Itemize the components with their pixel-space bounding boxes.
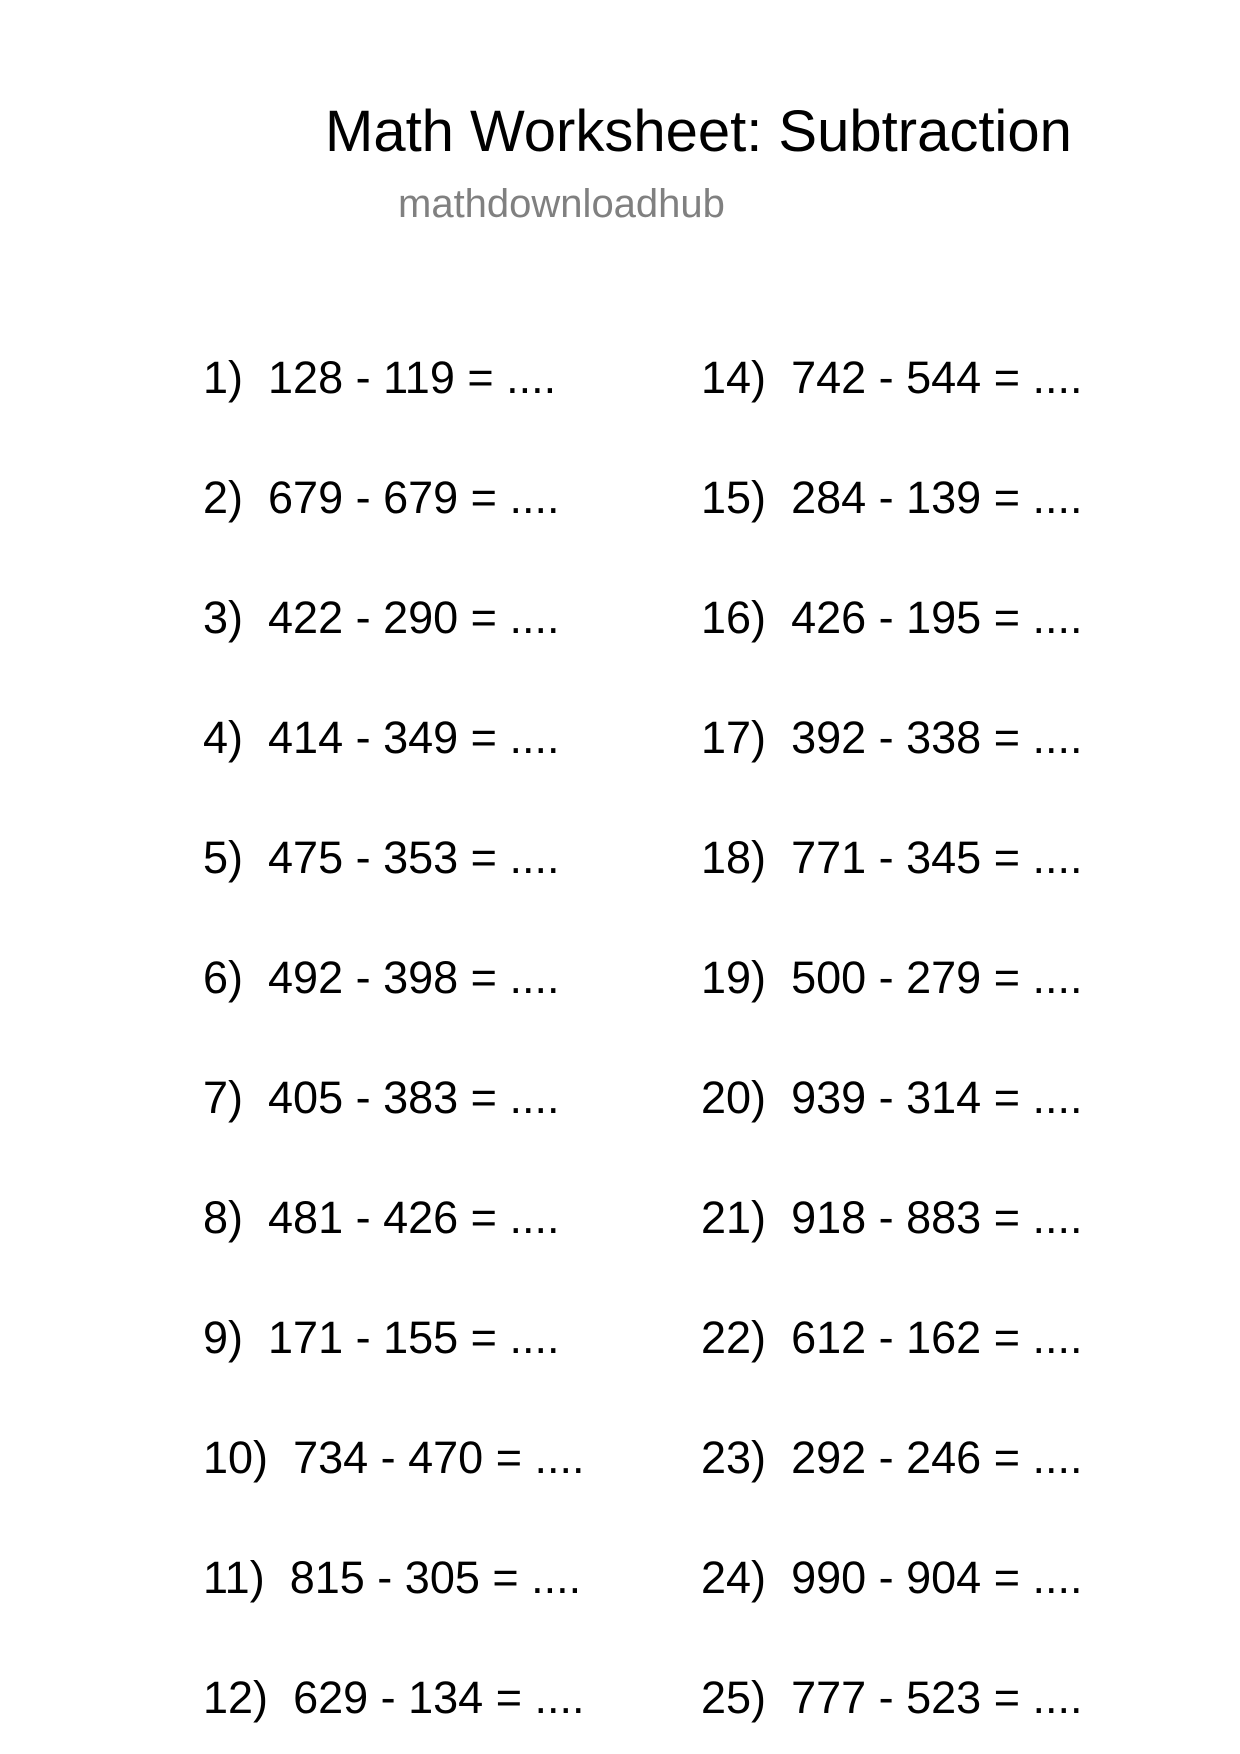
problem-spacer <box>268 1432 293 1483</box>
problem-spacer <box>766 592 791 643</box>
problem-number: 19) <box>701 952 767 1003</box>
problem-item <box>203 472 559 524</box>
problem-expression: 292 - 246 = .... <box>791 1432 1083 1483</box>
problem-number: 9) <box>203 1312 244 1363</box>
problem-number: 16) <box>701 592 767 643</box>
problem-item <box>203 952 559 1004</box>
problem-item <box>701 712 1083 764</box>
problem-spacer <box>243 832 268 883</box>
problem-expression: 815 - 305 = .... <box>289 1552 582 1603</box>
problem-expression: 742 - 544 = .... <box>791 352 1083 403</box>
problem-expression: 918 - 883 = .... <box>791 1192 1083 1243</box>
problem-expression: 629 - 134 = .... <box>293 1672 585 1723</box>
problem-number: 8) <box>203 1192 244 1243</box>
problem-number: 18) <box>701 832 767 883</box>
problem-item <box>701 832 1083 884</box>
problem-spacer <box>766 1312 791 1363</box>
problem-spacer <box>265 1552 290 1603</box>
problem-item <box>701 1072 1083 1124</box>
problem-item <box>701 1672 1083 1724</box>
problem-number: 24) <box>701 1552 767 1603</box>
problem-number: 7) <box>203 1072 244 1123</box>
problem-number: 11) <box>203 1552 265 1603</box>
problem-item <box>203 1672 585 1724</box>
problem-item <box>203 832 559 884</box>
problem-expression: 771 - 345 = .... <box>791 832 1083 883</box>
problem-number: 2) <box>203 472 244 523</box>
problem-spacer <box>766 352 791 403</box>
problem-spacer <box>766 472 791 523</box>
problem-number: 5) <box>203 832 244 883</box>
problem-spacer <box>243 592 268 643</box>
problem-item <box>701 1312 1083 1364</box>
problem-expression: 392 - 338 = .... <box>791 712 1083 763</box>
problem-spacer <box>268 1672 293 1723</box>
problem-number: 1) <box>203 352 244 403</box>
problem-spacer <box>243 352 268 403</box>
problem-item <box>203 592 559 644</box>
problem-spacer <box>766 952 791 1003</box>
problem-number: 12) <box>203 1672 269 1723</box>
problem-item <box>203 1432 585 1484</box>
problem-expression: 679 - 679 = .... <box>268 472 560 523</box>
problem-expression: 414 - 349 = .... <box>268 712 560 763</box>
problem-spacer <box>243 1312 268 1363</box>
problem-spacer <box>243 952 268 1003</box>
problem-expression: 171 - 155 = .... <box>268 1312 560 1363</box>
problem-expression: 405 - 383 = .... <box>268 1072 560 1123</box>
problem-item <box>701 1552 1083 1604</box>
problem-number: 23) <box>701 1432 767 1483</box>
problem-item <box>203 712 559 764</box>
problem-item <box>701 352 1083 404</box>
problem-number: 15) <box>701 472 767 523</box>
problem-spacer <box>766 832 791 883</box>
problem-number: 6) <box>203 952 244 1003</box>
problem-expression: 426 - 195 = .... <box>791 592 1083 643</box>
problem-item <box>203 1312 559 1364</box>
problem-number: 14) <box>701 352 767 403</box>
problem-item <box>203 352 556 404</box>
problem-item <box>701 952 1083 1004</box>
worksheet-source-label: mathdownloadhub <box>398 182 725 226</box>
problem-spacer <box>243 1192 268 1243</box>
problem-number: 3) <box>203 592 244 643</box>
problem-expression: 612 - 162 = .... <box>791 1312 1083 1363</box>
problem-spacer <box>243 712 268 763</box>
problem-expression: 777 - 523 = .... <box>791 1672 1083 1723</box>
problem-spacer <box>766 1552 791 1603</box>
problem-item <box>203 1552 581 1604</box>
problem-item <box>203 1192 559 1244</box>
problem-expression: 492 - 398 = .... <box>268 952 560 1003</box>
problem-number: 17) <box>701 712 767 763</box>
problem-number: 20) <box>701 1072 767 1123</box>
problem-spacer <box>766 1192 791 1243</box>
problem-spacer <box>243 1072 268 1123</box>
problem-number: 4) <box>203 712 244 763</box>
problem-item <box>203 1072 559 1124</box>
problem-expression: 990 - 904 = .... <box>791 1552 1083 1603</box>
problem-number: 22) <box>701 1312 767 1363</box>
problem-spacer <box>243 472 268 523</box>
worksheet-title: Math Worksheet: Subtraction <box>325 99 1072 164</box>
problem-item <box>701 592 1083 644</box>
problem-expression: 475 - 353 = .... <box>268 832 560 883</box>
problem-expression: 481 - 426 = .... <box>268 1192 560 1243</box>
problem-expression: 734 - 470 = .... <box>293 1432 585 1483</box>
problem-expression: 500 - 279 = .... <box>791 952 1083 1003</box>
problem-item <box>701 1432 1083 1484</box>
problem-spacer <box>766 1072 791 1123</box>
problem-number: 10) <box>203 1432 269 1483</box>
problem-number: 21) <box>701 1192 767 1243</box>
problem-expression: 284 - 139 = .... <box>791 472 1083 523</box>
problem-spacer <box>766 712 791 763</box>
problem-item <box>701 1192 1083 1244</box>
problem-expression: 422 - 290 = .... <box>268 592 560 643</box>
problem-spacer <box>766 1432 791 1483</box>
problem-item <box>701 472 1083 524</box>
problem-expression: 128 - 119 = .... <box>268 352 557 403</box>
problem-spacer <box>766 1672 791 1723</box>
problem-number: 25) <box>701 1672 767 1723</box>
problem-expression: 939 - 314 = .... <box>791 1072 1083 1123</box>
